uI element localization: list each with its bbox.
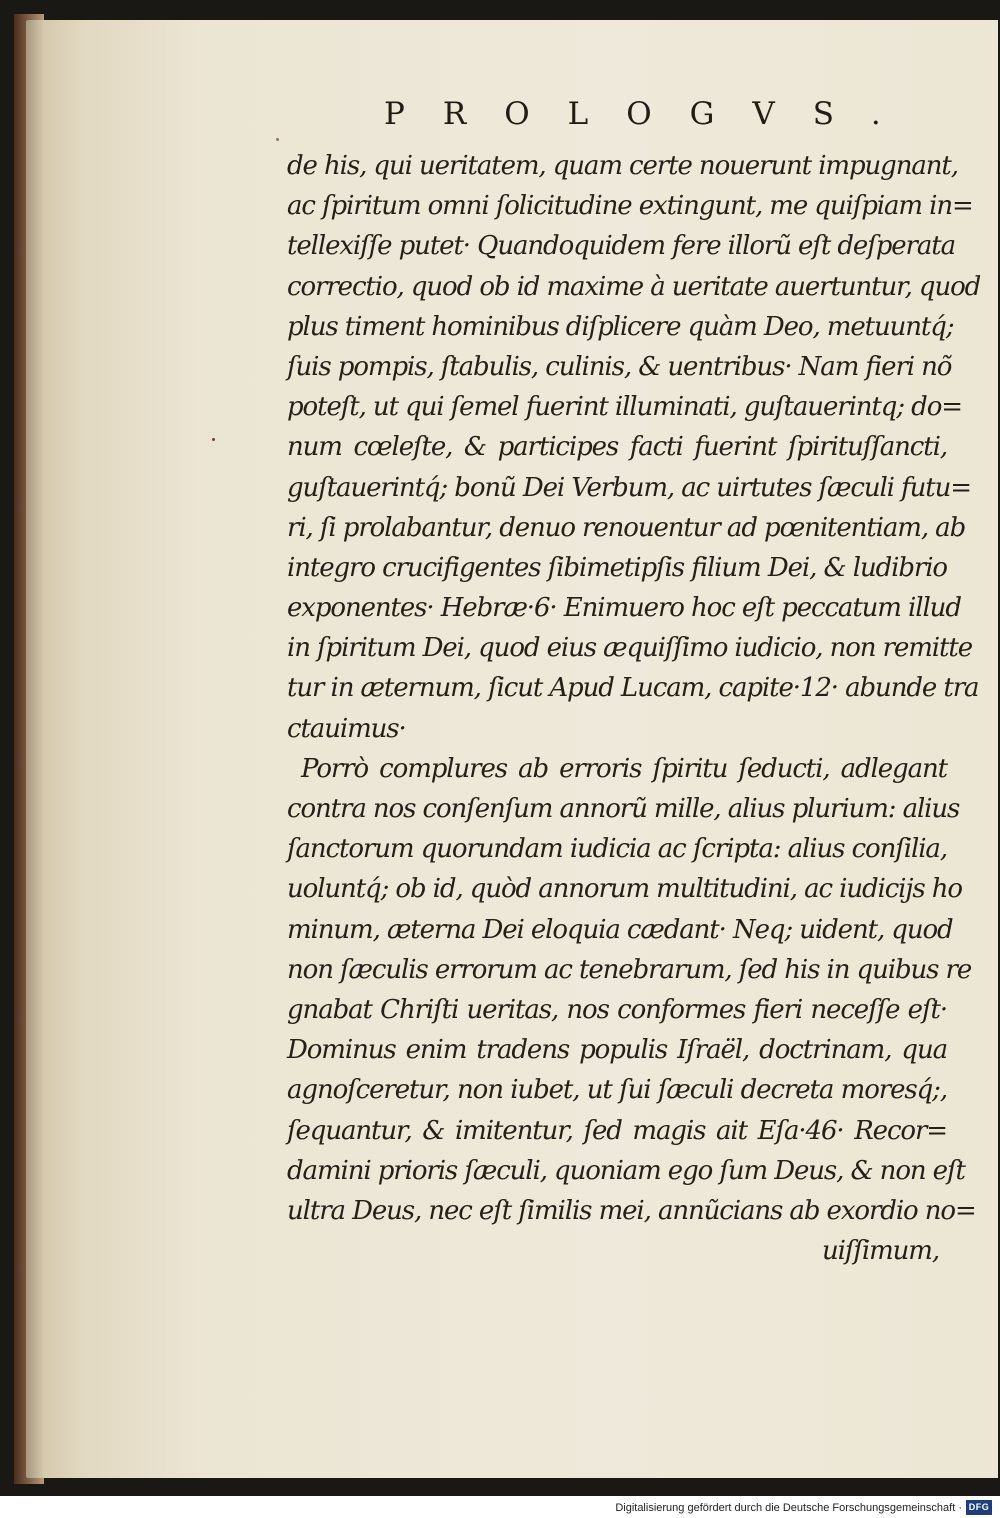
text-line: ſanctorum quorundam iudicia ac ſcripta: alius conſilia, <box>287 834 947 865</box>
text-line: ſuis pompis, ſtabulis, culinis, & uentribus· Nam fieri nõ <box>287 351 952 382</box>
dfg-logo: DFG <box>966 1500 992 1515</box>
text-line: ac ſpiritum omni ſolicitudine extingunt, me quiſpiam in= <box>287 191 973 222</box>
text-line: ctauimus· <box>287 713 406 744</box>
text-line: uoluntq́; ob id, quòd annorum multitudini, ac iudicijs ho <box>287 874 962 905</box>
text-line: exponentes· Hebræ·6· Enimuero hoc eſt peccatum illud <box>287 593 961 624</box>
body-text <box>287 146 981 1271</box>
funding-credit: Digitalisierung gefördert durch die Deutsche Forschungsgemeinschaft · <box>615 1502 962 1514</box>
running-head: PROLOGVS. <box>384 96 919 132</box>
text-line: correctio, quod ob id maxime à ueritate auertuntur, quod <box>287 271 981 302</box>
text-line: minum, æterna Dei eloquia cædant· Neq; uident, quod <box>287 914 953 945</box>
text-line: non ſæculis errorum ac tenebrarum, ſed his in quibus re <box>287 954 972 985</box>
text-line: agnoſceretur, non iubet, ut ſui ſæculi decreta moresq́;, <box>287 1075 947 1106</box>
text-line: ri, ſi prolabantur, denuo renouentur ad pœnitentiam, ab <box>287 512 966 543</box>
text-line: num cœleſte, & participes facti fuerint ſpirituſſancti, <box>287 432 947 463</box>
text-line: guſtauerintq́; bonũ Dei Verbum, ac uirtutes ſæculi futu= <box>287 472 971 503</box>
text-line: tellexiſſe putet· Quandoquidem fere illorũ eſt deſperata <box>287 231 956 262</box>
text-line: damini prioris ſæculi, quoniam ego ſum Deus, & non eſt <box>287 1155 965 1186</box>
text-line: plus timent hominibus diſplicere quàm Deo, metuuntq́; <box>287 311 954 342</box>
text-line: poteſt, ut qui ſemel fuerint illuminati, guſtauerintq; do= <box>287 392 962 423</box>
text-line: ultra Deus, nec eſt ſimilis mei, annũcians ab exordio no= <box>287 1195 976 1226</box>
text-line: in ſpiritum Dei, quod eius æquiſſimo iudicio, non remitte <box>287 633 972 664</box>
text-line: ſequantur, & imitentur, ſed magis ait Eſa·46· Recor= <box>287 1115 947 1146</box>
text-line: gnabat Chriſti ueritas, nos conformes fieri neceſſe eſt· <box>287 994 947 1025</box>
text-line: tur in æternum, ſicut Apud Lucam, capite·12· abunde tra <box>287 673 979 704</box>
ink-speck <box>212 438 215 441</box>
text-line: Porrò complures ab erroris ſpiritu ſeducti, adlegant <box>301 753 947 784</box>
page-gutter-shadow <box>26 20 44 1478</box>
text-line: integro crucifigentes ſibimetipſis filium Dei, & ludibrio <box>287 552 947 583</box>
text-line: de his, qui ueritatem, quam certe nouerunt impugnant, <box>287 151 958 181</box>
text-line: Dominus enim tradens populis Iſraël, doctrinam, qua <box>287 1035 947 1066</box>
text-line: contra nos conſenſum annorũ mille, alius plurium: alius <box>287 794 960 824</box>
ink-speck <box>276 138 279 141</box>
catchword: uiſſimum, <box>821 1236 939 1267</box>
